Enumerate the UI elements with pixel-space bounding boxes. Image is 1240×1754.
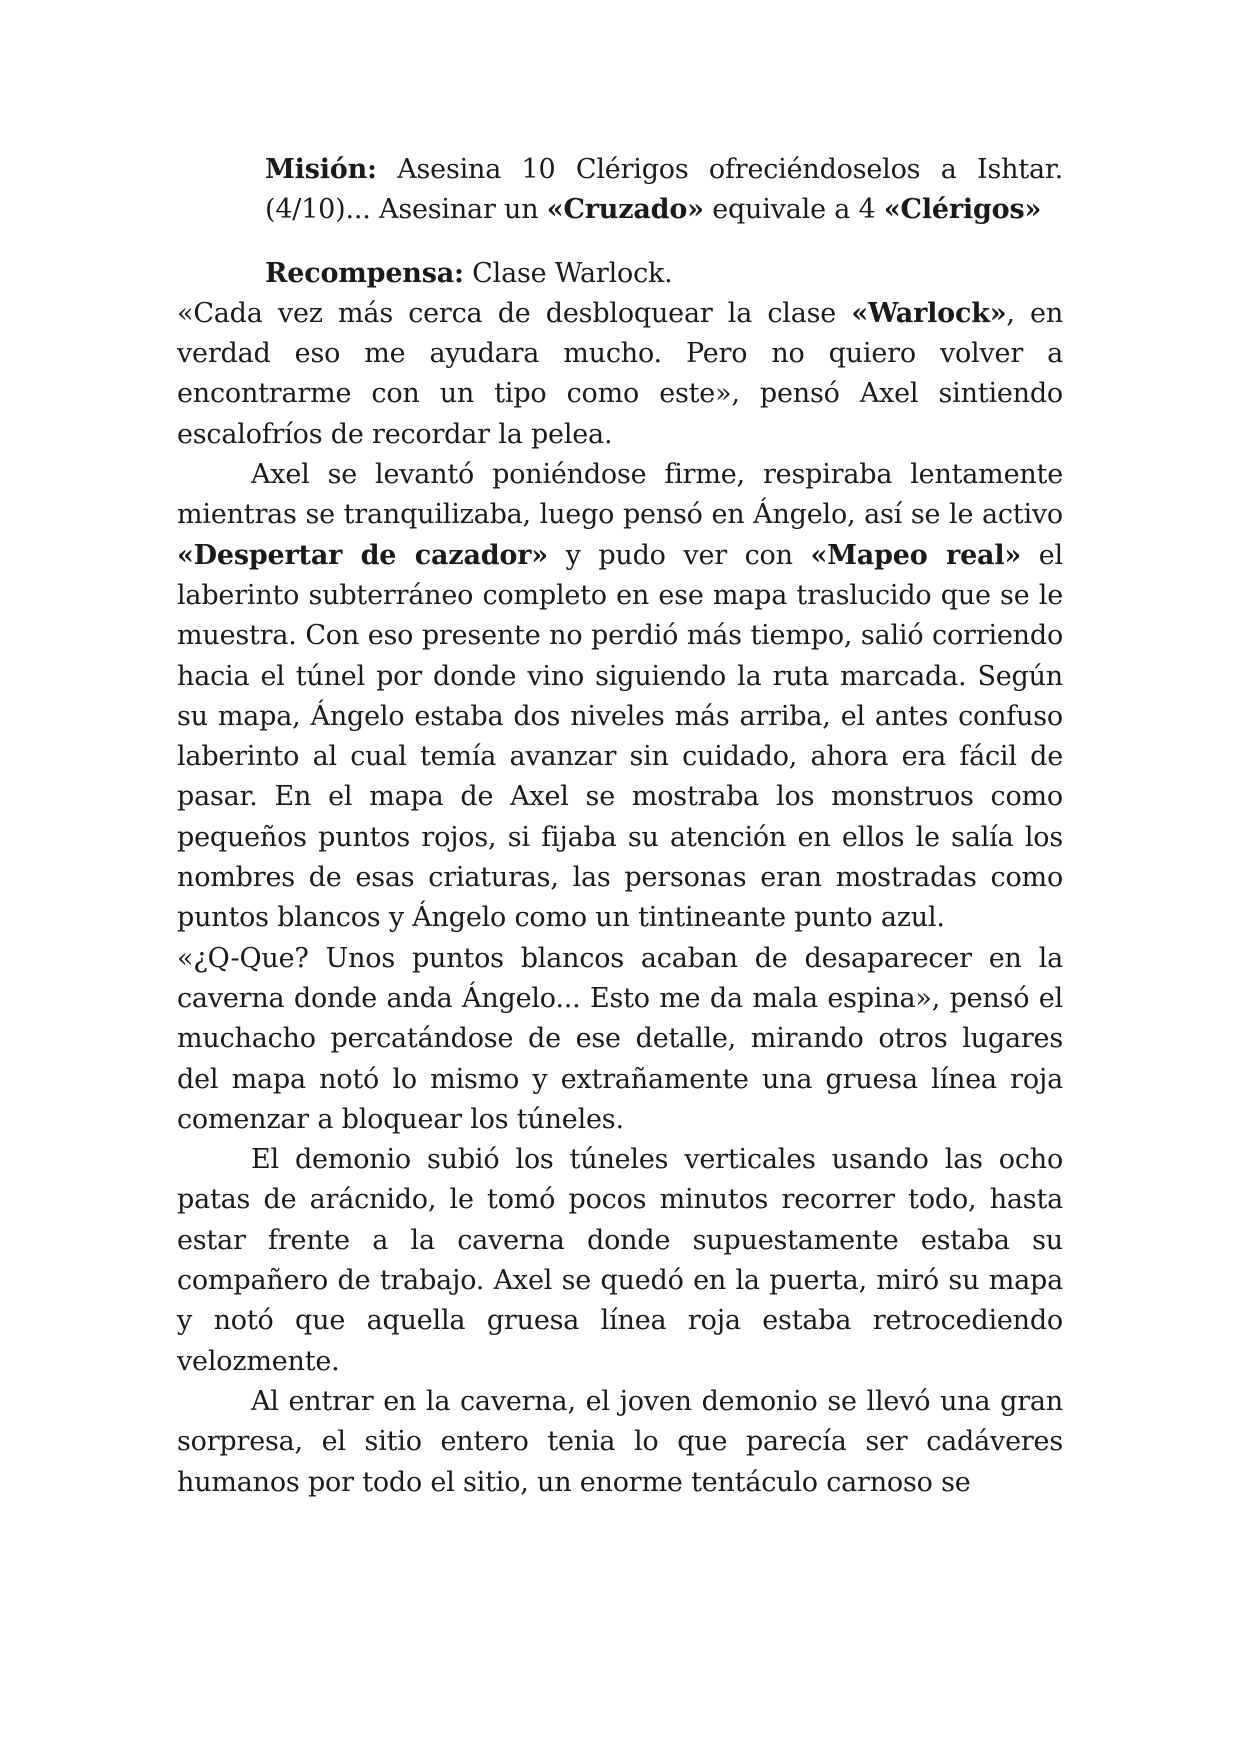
paragraph-1-term-warlock: «Warlock» — [851, 297, 1007, 329]
paragraph-1-text-2: , en verdad eso me ayudara mucho. Pero no quiero volver a encontrarme con un tipo como este», pensó Axel sintiendo escalofríos de recordar la pelea. — [177, 297, 1064, 450]
reward-line — [265, 254, 1063, 294]
reward-text: Clase Warlock. — [463, 257, 673, 289]
paragraph-5: Al entrar en la caverna, el joven demonio se llevó una gran sorpresa, el sitio entero tenia lo que parecía ser cadáveres humanos por todo el sitio, un enorme tentáculo carnoso se — [177, 1385, 1063, 1498]
reward-label: Recompensa: — [265, 257, 464, 289]
mission-label: Misión: — [265, 154, 377, 185]
paragraph-1-text-1: «Cada vez más cerca de desbloquear la clase — [177, 297, 852, 329]
paragraph-2 — [177, 455, 1063, 939]
paragraph-2-term-mapeo: «Mapeo real» — [810, 539, 1022, 571]
mission-line — [265, 150, 1063, 231]
paragraph-2-text-3: el laberinto subterráneo completo en ese mapa traslucido que se le muestra. Con eso presente no perdió más tiempo, salió corriendo hacia el túnel por donde vino siguiendo la ruta marcada. Según su mapa, Ángelo estaba dos niveles más arriba, el antes confuso laberinto al cual temía avanzar sin cuidado, ahora era fácil de pasar. En el mapa de Axel se mostraba los monstruos como pequeños puntos rojos, si fijaba su atención en ellos le salía los nombres de esas criaturas, las personas eran mostradas como puntos blancos y Ángelo como un tintineante punto azul. — [177, 539, 1063, 934]
mission-text-1: Asesina 10 Clérigos ofreciéndoselos a Ishtar. (4/10)... Asesinar un — [265, 154, 1063, 226]
paragraph-1 — [177, 294, 1063, 455]
paragraph-2-term-despertar: «Despertar de cazador» — [177, 539, 548, 571]
mission-term-cruzado: «Cruzado» — [546, 194, 704, 226]
mission-block — [177, 150, 1063, 294]
mission-text-2: equivale a 4 — [703, 194, 884, 226]
page-text — [177, 150, 1063, 1503]
paragraph-2-text-2: y pudo ver con — [547, 539, 811, 571]
mission-term-clerigos: «Clérigos» — [883, 194, 1042, 226]
paragraph-4: El demonio subió los túneles verticales usando las ocho patas de arácnido, le tomó pocos minutos recorrer todo, hasta estar frente a la caverna donde supuestamente estaba su compañero de trabajo. Axel se quedó en la puerta, miró su mapa y notó que aquella gruesa línea roja estaba retrocediendo velozmente. — [177, 1144, 1063, 1377]
paragraph-2-text-1: Axel se levantó poniéndose firme, respiraba lentamente mientras se tranquilizaba, luego pensó en Ángelo, así se le activo — [177, 459, 1063, 531]
paragraph-3: «¿Q-Que? Unos puntos blancos acaban de desaparecer en la caverna donde anda Ángelo... Esto me da mala espina», pensó el muchacho percatándose de ese detalle, mirando otros lugares del mapa notó lo mismo y extrañamente una gruesa línea roja comenzar a bloquear los túneles. — [177, 942, 1063, 1135]
